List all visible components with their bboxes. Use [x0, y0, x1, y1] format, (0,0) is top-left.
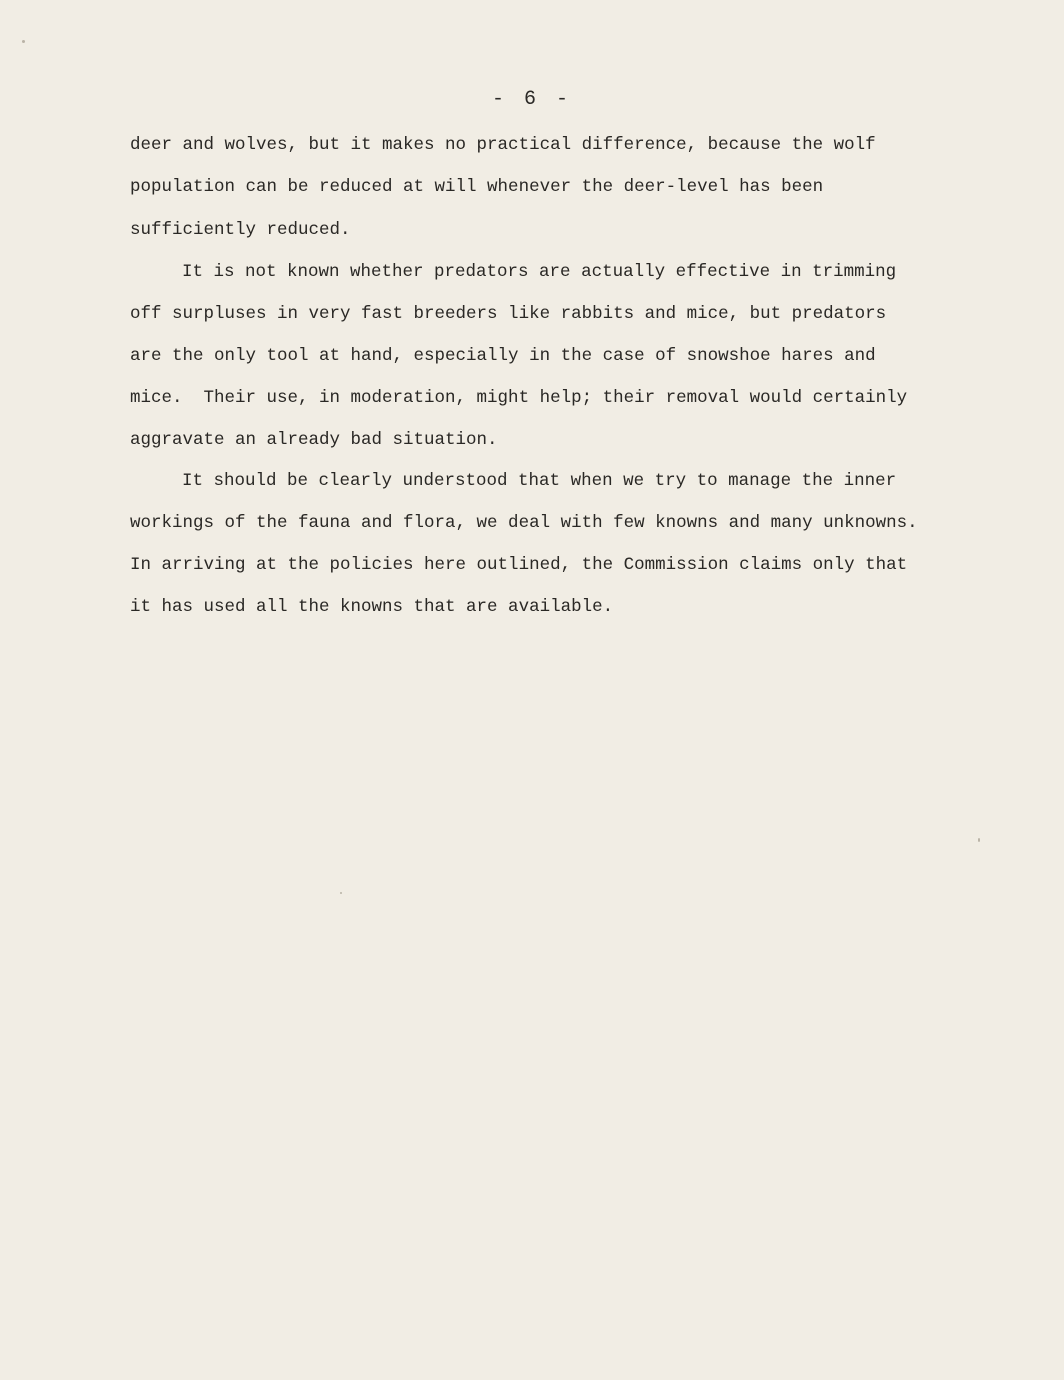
text-line: sufficiently reduced. [130, 220, 351, 240]
paper-speck [340, 892, 342, 894]
text-line: It is not known whether predators are actually effective in trimming [182, 262, 897, 282]
paper-speck [22, 40, 25, 43]
text-line: It should be clearly understood that when we try to manage the inner [182, 471, 897, 491]
text-line: In arriving at the policies here outlined, the Commission claims only that [130, 555, 908, 575]
paper-speck [978, 838, 980, 842]
text-line: aggravate an already bad situation. [130, 430, 498, 450]
text-line: deer and wolves, but it makes no practical difference, because the wolf [130, 135, 876, 155]
page-number: - 6 - [491, 88, 572, 111]
text-line: off surpluses in very fast breeders like rabbits and mice, but predators [130, 304, 887, 324]
text-line: population can be reduced at will whenever the deer-level has been [130, 177, 824, 197]
text-line: are the only tool at hand, especially in the case of snowshoe hares and [130, 346, 876, 366]
text-line: mice. Their use, in moderation, might help; their removal would certainly [130, 388, 908, 408]
text-line: workings of the fauna and flora, we deal with few knowns and many unknowns. [130, 513, 918, 533]
text-line: it has used all the knowns that are available. [130, 597, 614, 617]
